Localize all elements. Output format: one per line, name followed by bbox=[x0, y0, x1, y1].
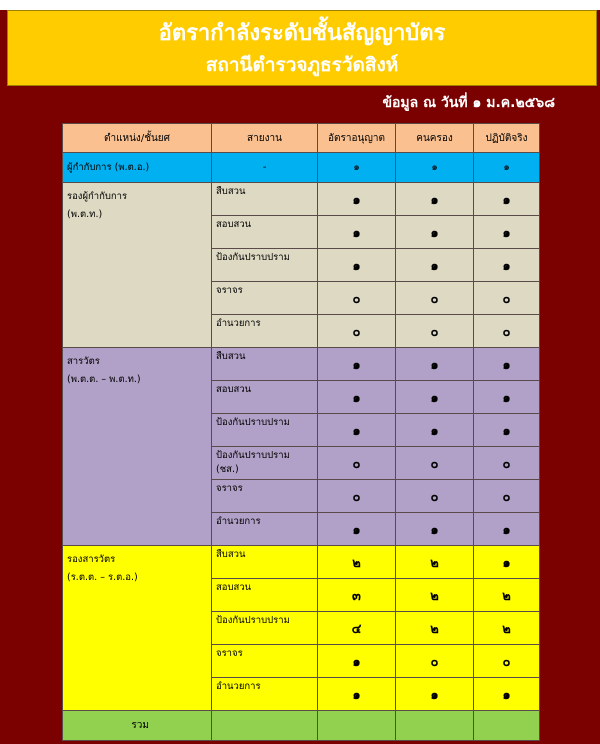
filled-cell: ๑ bbox=[396, 513, 474, 546]
actual-cell: ๑ bbox=[474, 414, 540, 447]
filled-cell: ๒ bbox=[396, 546, 474, 579]
total-dept-cell bbox=[212, 711, 318, 741]
dept-cell: - bbox=[212, 153, 318, 183]
filled-cell: ๑ bbox=[396, 249, 474, 282]
actual-cell: ๐ bbox=[474, 645, 540, 678]
filled-cell: ๐ bbox=[396, 282, 474, 315]
data-date: ข้อมูล ณ วันที่ ๑ ม.ค.๒๕๖๘ bbox=[382, 95, 555, 111]
dept-cell: จราจร bbox=[212, 480, 318, 513]
actual-cell: ๑ bbox=[474, 381, 540, 414]
col-header-dept: สายงาน bbox=[212, 124, 318, 153]
actual-cell: ๒ bbox=[474, 612, 540, 645]
actual-cell: ๐ bbox=[474, 480, 540, 513]
actual-cell: ๑ bbox=[474, 546, 540, 579]
col-header-actual: ปฏิบัติจริง bbox=[474, 124, 540, 153]
title-banner bbox=[7, 10, 597, 86]
actual-cell: ๑ bbox=[474, 249, 540, 282]
rank-grade: (ร.ต.ต. – ร.ต.อ.) bbox=[67, 572, 138, 583]
filled-cell: ๐ bbox=[396, 645, 474, 678]
actual-cell: ๐ bbox=[474, 315, 540, 348]
rank-cell-deputy-inspector bbox=[63, 546, 212, 711]
filled-cell: ๐ bbox=[396, 315, 474, 348]
manpower-table bbox=[62, 123, 540, 741]
filled-cell: ๑ bbox=[396, 678, 474, 711]
authorized-cell: ๑ bbox=[318, 153, 396, 183]
dept-cell: จราจร bbox=[212, 645, 318, 678]
authorized-cell: ๑ bbox=[318, 183, 396, 216]
rank-cell: ผู้กำกับการ (พ.ต.อ.) bbox=[63, 153, 212, 183]
dept-sub-label: (ชส.) bbox=[216, 464, 239, 475]
filled-cell: ๑ bbox=[396, 153, 474, 183]
rank-label: รองผู้กำกับการ bbox=[67, 191, 128, 202]
total-label: รวม bbox=[63, 711, 212, 741]
rank-grade: (พ.ต.ต. – พ.ต.ท.) bbox=[67, 374, 141, 385]
total-actual-cell bbox=[474, 711, 540, 741]
dept-cell: สืบสวน bbox=[212, 348, 318, 381]
filled-cell: ๑ bbox=[396, 381, 474, 414]
authorized-cell: ๑ bbox=[318, 678, 396, 711]
dept-cell bbox=[212, 447, 318, 480]
actual-cell: ๑ bbox=[474, 348, 540, 381]
table-row-chief bbox=[63, 153, 540, 183]
page-subtitle: สถานีตำรวจภูธรวัดสิงห์ bbox=[205, 54, 399, 76]
authorized-cell: ๑ bbox=[318, 348, 396, 381]
authorized-cell: ๒ bbox=[318, 546, 396, 579]
dept-cell: ป้องกันปราบปราม bbox=[212, 414, 318, 447]
table-row bbox=[63, 348, 540, 381]
actual-cell: ๑ bbox=[474, 153, 540, 183]
table-row bbox=[63, 183, 540, 216]
total-filled-cell bbox=[396, 711, 474, 741]
col-header-authorized: อัตราอนุญาต bbox=[318, 124, 396, 153]
authorized-cell: ๑ bbox=[318, 216, 396, 249]
dept-cell: อำนวยการ bbox=[212, 513, 318, 546]
total-authorized-cell bbox=[318, 711, 396, 741]
page-title: อัตรากำลังระดับชั้นสัญญาบัตร bbox=[158, 21, 446, 46]
table-total-row bbox=[63, 711, 540, 741]
authorized-cell: ๔ bbox=[318, 612, 396, 645]
rank-cell-inspector bbox=[63, 348, 212, 546]
authorized-cell: ๑ bbox=[318, 249, 396, 282]
dept-cell: สอบสวน bbox=[212, 216, 318, 249]
filled-cell: ๑ bbox=[396, 216, 474, 249]
authorized-cell: ๐ bbox=[318, 447, 396, 480]
rank-grade: (พ.ต.ท.) bbox=[67, 209, 103, 220]
filled-cell: ๑ bbox=[396, 414, 474, 447]
dept-cell: อำนวยการ bbox=[212, 315, 318, 348]
dept-cell: สอบสวน bbox=[212, 381, 318, 414]
actual-cell: ๑ bbox=[474, 216, 540, 249]
filled-cell: ๑ bbox=[396, 183, 474, 216]
col-header-filled: คนครอง bbox=[396, 124, 474, 153]
authorized-cell: ๑ bbox=[318, 381, 396, 414]
authorized-cell: ๓ bbox=[318, 579, 396, 612]
authorized-cell: ๑ bbox=[318, 513, 396, 546]
filled-cell: ๑ bbox=[396, 348, 474, 381]
rank-label: รองสารวัตร bbox=[67, 554, 116, 565]
table-row bbox=[63, 546, 540, 579]
dept-label: ป้องกันปราบปราม bbox=[216, 450, 290, 461]
rank-cell-deputy-superintendent bbox=[63, 183, 212, 348]
actual-cell: ๐ bbox=[474, 282, 540, 315]
actual-cell: ๑ bbox=[474, 183, 540, 216]
authorized-cell: ๑ bbox=[318, 414, 396, 447]
authorized-cell: ๐ bbox=[318, 315, 396, 348]
actual-cell: ๒ bbox=[474, 579, 540, 612]
actual-cell: ๑ bbox=[474, 513, 540, 546]
rank-label: สารวัตร bbox=[67, 356, 100, 367]
col-header-rank: ตำแหน่ง/ชั้นยศ bbox=[63, 124, 212, 153]
filled-cell: ๐ bbox=[396, 480, 474, 513]
table-header-row bbox=[63, 124, 540, 153]
dept-cell: จราจร bbox=[212, 282, 318, 315]
authorized-cell: ๐ bbox=[318, 480, 396, 513]
dept-cell: ป้องกันปราบปราม bbox=[212, 612, 318, 645]
filled-cell: ๐ bbox=[396, 447, 474, 480]
dept-cell: สืบสวน bbox=[212, 546, 318, 579]
dept-cell: ป้องกันปราบปราม bbox=[212, 249, 318, 282]
authorized-cell: ๑ bbox=[318, 645, 396, 678]
authorized-cell: ๐ bbox=[318, 282, 396, 315]
dept-cell: สอบสวน bbox=[212, 579, 318, 612]
actual-cell: ๑ bbox=[474, 678, 540, 711]
actual-cell: ๐ bbox=[474, 447, 540, 480]
top-strip bbox=[0, 0, 600, 10]
dept-cell: อำนวยการ bbox=[212, 678, 318, 711]
dept-cell: สืบสวน bbox=[212, 183, 318, 216]
filled-cell: ๒ bbox=[396, 612, 474, 645]
filled-cell: ๒ bbox=[396, 579, 474, 612]
